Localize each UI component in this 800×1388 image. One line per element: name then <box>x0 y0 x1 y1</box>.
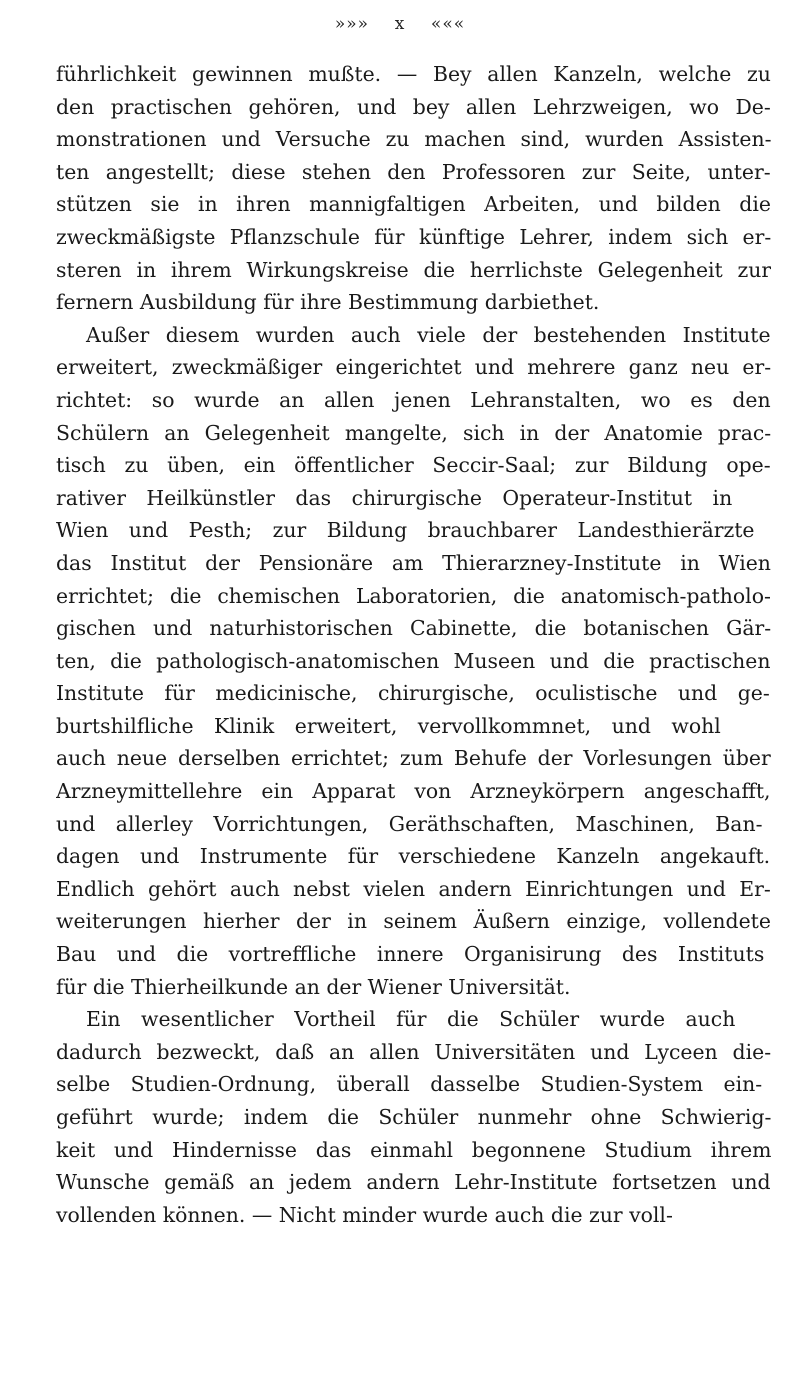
text-line: burtshilfliche Klinik erweitert, vervollkommnet, und wohl <box>56 713 721 738</box>
text-line: und allerley Vorrichtungen, Geräthschaften, Maschinen, Ban- <box>56 811 763 836</box>
text-line: dagen und Instrumente für verschiedene Kanzeln angekauft. <box>56 844 771 869</box>
text-line: errichtet; die chemischen Laboratorien, die anatomisch-patholo- <box>56 583 771 608</box>
text-line: Endlich gehört auch nebst vielen andern Einrichtungen und Er- <box>56 876 771 901</box>
text-line: Schülern an Gelegenheit mangelte, sich in der Anatomie prac- <box>56 420 771 445</box>
text-line: tisch zu üben, ein öffentlicher Seccir-Saal; zur Bildung ope- <box>56 453 771 478</box>
text-line: Ein wesentlicher Vortheil für die Schüler wurde auch <box>86 1007 736 1032</box>
text-line: Institute für medicinische, chirurgische, oculistische und ge- <box>56 681 770 706</box>
text-line: geführt wurde; indem die Schüler nunmehr ohne Schwierig- <box>56 1105 771 1129</box>
text-line: stützen sie in ihren mannigfaltigen Arbeiten, und bilden die <box>56 192 771 217</box>
text-line: Bau und die vortreffliche innere Organisirung des Instituts <box>56 942 765 967</box>
text-line: keit und Hindernisse das einmahl begonnene Studium ihrem <box>56 1137 771 1162</box>
text-line: den practischen gehören, und bey allen Lehrzweigen, wo De- <box>56 94 771 119</box>
text-line: richtet: so wurde an allen jenen Lehranstalten, wo es den <box>56 387 771 412</box>
page-number: x <box>394 14 406 34</box>
text-line: erweitert, zweckmäßiger eingerichtet und mehrere ganz neu er- <box>56 355 771 380</box>
text-line: auch neue derselben errichtet; zum Behufe der Vorlesungen über <box>56 746 771 771</box>
body-text <box>56 58 771 1231</box>
text-line: ten, die pathologisch-anatomischen Museen und die practischen <box>56 648 771 673</box>
text-line: gischen und naturhistorischen Cabinette, die botanischen Gär- <box>56 616 771 641</box>
text-line: zweckmäßigste Pflanzschule für künftige Lehrer, indem sich er- <box>56 224 771 249</box>
page-header <box>0 14 800 34</box>
text-line: Wunsche gemäß an jedem andern Lehr-Institute fortsetzen und <box>56 1170 771 1195</box>
text-line: Wien und Pesth; zur Bildung brauchbarer Landesthierärzte <box>56 518 755 543</box>
text-line: weiterungen hierher der in seinem Äußern einzige, vollendete <box>56 909 771 934</box>
text-line: das Institut der Pensionäre am Thierarzney-Institute in Wien <box>56 550 771 575</box>
text-line: fernern Ausbildung für ihre Bestimmung darbiethet. <box>56 290 600 315</box>
text-line: rativer Heilkünstler das chirurgische Operateur-Institut in <box>56 485 733 510</box>
text-line: monstrationen und Versuche zu machen sind, wurden Assisten- <box>56 127 771 152</box>
text-line: Arzneymittellehre ein Apparat von Arzneykörpern angeschafft, <box>56 779 771 804</box>
text-line: selbe Studien-Ordnung, überall dasselbe Studien-System ein- <box>56 1072 763 1097</box>
text-line: steren in ihrem Wirkungskreise die herrlichste Gelegenheit zur <box>56 257 771 282</box>
text-line: führlichkeit gewinnen mußte. — Bey allen Kanzeln, welche zu <box>56 62 771 86</box>
text-line: vollenden können. — Nicht minder wurde auch die zur voll- <box>56 1202 673 1227</box>
text-line: Außer diesem wurden auch viele der bestehenden Institute <box>86 322 771 347</box>
header-ornament-right: ««« <box>430 14 466 34</box>
text-line: dadurch bezweckt, daß an allen Universitäten und Lyceen die- <box>56 1039 771 1064</box>
header-ornament-left: »»» <box>334 14 370 34</box>
text-line: für die Thierheilkunde an der Wiener Universität. <box>56 974 571 999</box>
text-line: ten angestellt; diese stehen den Professoren zur Seite, unter- <box>56 159 771 184</box>
